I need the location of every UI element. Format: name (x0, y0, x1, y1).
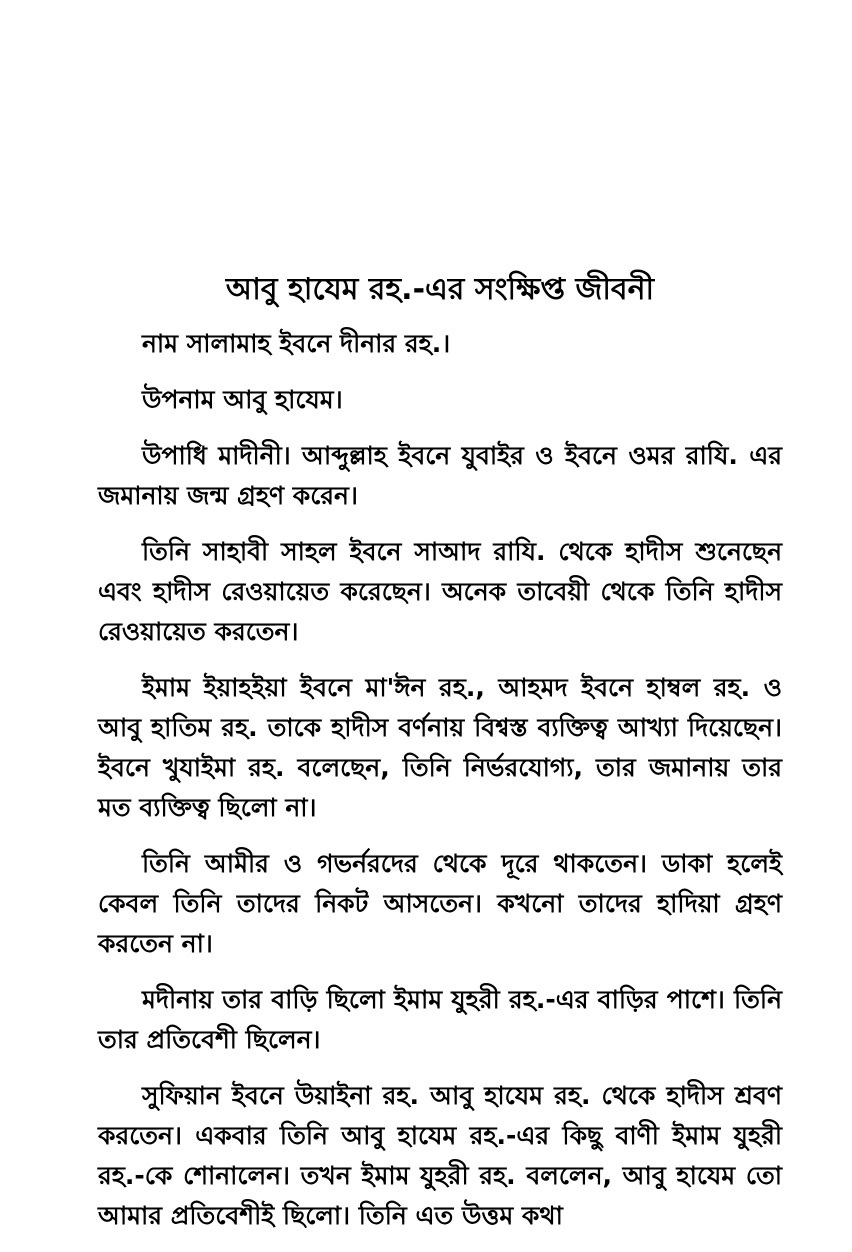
paragraph-name: নাম সালামাহ ইবনে দীনার রহ.। (142, 329, 451, 358)
paragraph-reliability: ইমাম ইয়াহইয়া ইবনে মা'ঈন রহ., আহমদ ইবনে হাম্বল রহ. ও আবু হাতিম রহ. তাকে হাদীস বর্ণনায় বিশ্বস্ত ব্যক্তিত্ব আখ্যা দিয়েছেন। ইবনে খুযাইমা রহ. বলেছেন, তিনি নির্ভরযোগ্য, তার জমানায় তার মত ব্যক্তিত্ব ছিলো না। (98, 673, 782, 822)
paragraph-title-birth: উপাধি মাদীনী। আব্দুল্লাহ ইবনে যুবাইর ও ইবনে ওমর রাযি. এর জমানায় জন্ম গ্রহণ করেন। (98, 441, 782, 510)
paragraph-hadith-narration: তিনি সাহাবী সাহল ইবনে সাআদ রাযি. থেকে হাদীস শুনেছেন এবং হাদীস রেওয়ায়েত করেছেন। অনেক তাবেয়ী থেকে তিনি হাদীস রেওয়ায়েত করতেন। (98, 537, 782, 646)
page-content (98, 270, 782, 1252)
paragraph-sufyan: সুফিয়ান ইবনে উয়াইনা রহ. আবু হাযেম রহ. থেকে হাদীস শ্রবণ করতেন। একবার তিনি আবু হাযেম রহ.-এর কিছু বাণী ইমাম যুহরী রহ.-কে শোনালেন। তখন ইমাম যুহরী রহ. বললেন, আবু হাযেম তো আমার প্রতিবেশীই ছিলো। তিনি এত উত্তম কথা (98, 1081, 782, 1230)
page-title: আবু হাযেম রহ.-এর সংক্ষিপ্ত জীবনী (225, 272, 655, 307)
paragraph-kunya: উপনাম আবু হাযেম। (142, 385, 343, 414)
paragraph-neighbor: মদীনায় তার বাড়ি ছিলো ইমাম যুহরী রহ.-এর বাড়ির পাশে। তিনি তার প্রতিবেশী ছিলেন। (98, 985, 782, 1054)
paragraph-rulers: তিনি আমীর ও গভর্নরদের থেকে দূরে থাকতেন। ডাকা হলেই কেবল তিনি তাদের নিকট আসতেন। কখনো তাদের হাদিয়া গ্রহণ করতেন না। (98, 849, 782, 958)
